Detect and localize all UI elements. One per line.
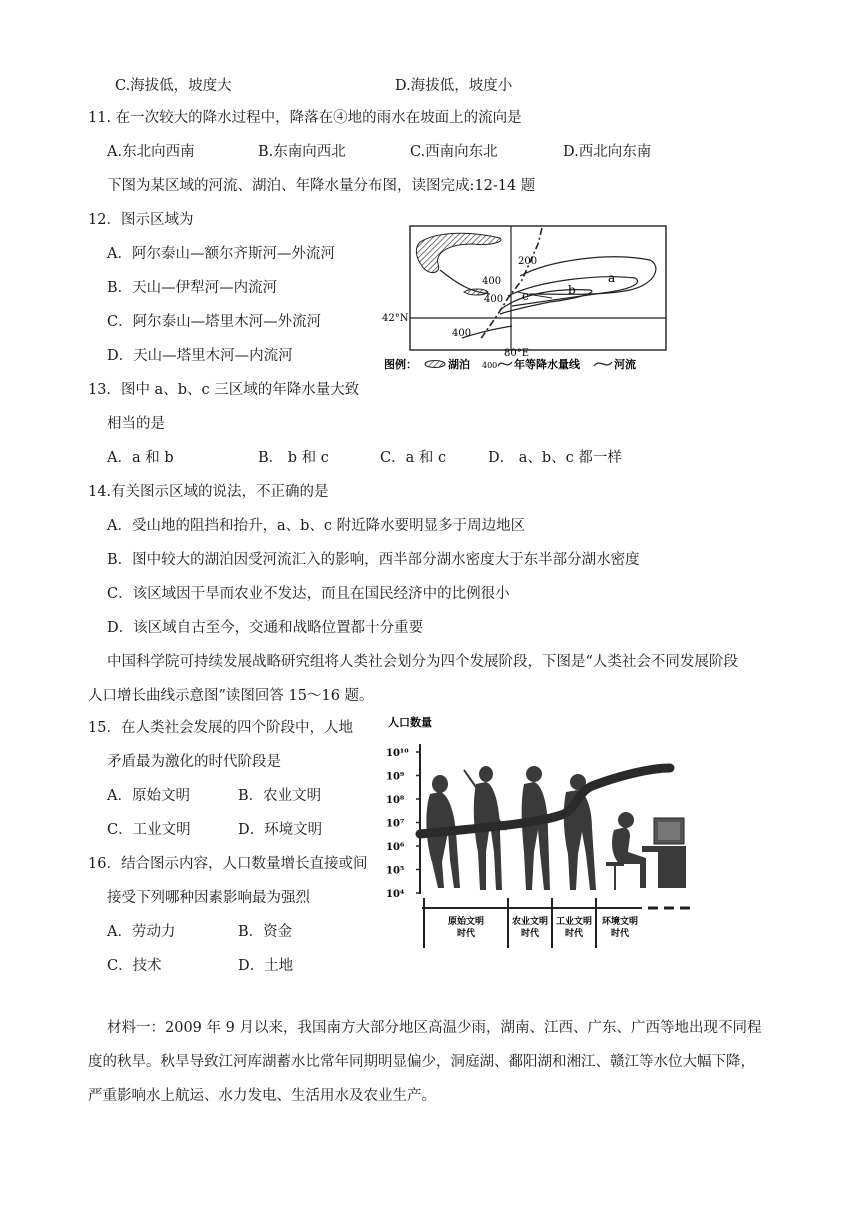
stage-4-label-2: 时代 bbox=[610, 929, 630, 939]
q15-stem: 15．在人类社会发展的四个阶段中，人地 bbox=[88, 720, 353, 736]
longitude-label: 80°E bbox=[504, 348, 530, 359]
q15-option-c: C．工业文明 bbox=[107, 822, 191, 838]
q14-option-a: A．受山地的阻挡和抬升，a、b、c 附近降水要明显多于周边地区 bbox=[107, 518, 526, 534]
y-tick-label: 10⁶ bbox=[386, 842, 405, 853]
legend-title: 图例： bbox=[384, 358, 417, 370]
intro-15-16-line2: 人口增长曲线示意图”读图回答 15～16 题。 bbox=[88, 688, 374, 704]
y-tick-label: 10⁷ bbox=[386, 818, 405, 830]
isohyet-200-label: 200 bbox=[518, 256, 538, 267]
stage-2-label-2: 时代 bbox=[520, 929, 540, 939]
legend-river-label: 河流 bbox=[614, 358, 636, 370]
y-tick-label: 10¹⁰ bbox=[386, 748, 409, 759]
material1-line3: 严重影响水上航运、水力发电、生活用水及农业生产。 bbox=[88, 1088, 436, 1104]
q13-option-b: B． b 和 c bbox=[258, 450, 329, 466]
q12-option-a: A．阿尔泰山—额尔齐斯河—外流河 bbox=[107, 246, 335, 262]
q11-option-b: B.东南向西北 bbox=[258, 144, 346, 160]
q14-option-d: D．该区域自古至今，交通和战略位置都十分重要 bbox=[107, 620, 424, 636]
region-b-label: b bbox=[568, 283, 576, 297]
q14-option-c: C．该区域因干旱而农业不发达，而且在国民经济中的比例很小 bbox=[107, 586, 510, 602]
isohyet-400-label-2: 400 bbox=[484, 294, 504, 305]
population-chart bbox=[378, 712, 708, 952]
q10-option-d: D.海拔低，坡度小 bbox=[395, 78, 513, 94]
precipitation-map bbox=[380, 222, 680, 370]
legend-lake-label: 湖泊 bbox=[448, 358, 470, 370]
q11-option-d: D.西北向东南 bbox=[563, 144, 652, 160]
intro-15-16-line1: 中国科学院可持续发展战略研究组将人类社会划分为四个发展阶段，下图是“人类社会不同发展阶段 bbox=[107, 654, 738, 670]
q16-option-a: A．劳动力 bbox=[107, 924, 176, 940]
q11-option-c: C.西南向东北 bbox=[410, 144, 498, 160]
stage-1-label-2: 时代 bbox=[456, 929, 476, 939]
y-axis-title: 人口数量 bbox=[388, 716, 432, 729]
q12-option-c: C．阿尔泰山—塔里木河—外流河 bbox=[107, 314, 322, 330]
q16-stem: 16．结合图示内容，人口数量增长直接或间 bbox=[88, 856, 368, 872]
q14-option-b: B．图中较大的湖泊因受河流汇入的影响，西半部分湖水密度大于东半部分湖水密度 bbox=[107, 552, 640, 568]
y-tick-label: 10⁸ bbox=[386, 795, 405, 806]
q15-option-b: B．农业文明 bbox=[238, 788, 322, 804]
q14-stem: 14.有关图示区域的说法，不正确的是 bbox=[88, 484, 329, 500]
q12-option-d: D．天山—塔里木河—内流河 bbox=[107, 348, 293, 364]
intro-12-14: 下图为某区域的河流、湖泊、年降水量分布图，读图完成:12-14 题 bbox=[107, 178, 536, 194]
q13-option-c: C．a 和 c bbox=[380, 450, 447, 466]
q13-option-a: A．a 和 b bbox=[107, 450, 174, 466]
q16-option-d: D．土地 bbox=[238, 958, 294, 974]
material1-line1: 材料一：2009 年 9 月以来，我国南方大部分地区高温少雨，湖南、江西、广东、广西等地出现不同程 bbox=[107, 1020, 762, 1036]
q10-option-c: C.海拔低，坡度大 bbox=[115, 78, 232, 94]
stage-3-label: 工业文明 bbox=[555, 917, 593, 927]
q13-option-d: D． a、b、c 都一样 bbox=[488, 450, 622, 466]
isohyet-400-label-1: 400 bbox=[482, 276, 502, 287]
large-lake bbox=[416, 233, 501, 272]
stage-2-label: 农业文明 bbox=[511, 917, 549, 927]
q12-stem: 12．图示区域为 bbox=[88, 212, 194, 228]
latitude-label: 42°N bbox=[382, 313, 409, 324]
y-tick-label: 10⁵ bbox=[386, 865, 405, 877]
legend-lake-symbol bbox=[425, 361, 445, 368]
q15-stem-cont: 矛盾最为激化的时代阶段是 bbox=[107, 754, 281, 770]
y-tick-label: 10⁹ bbox=[386, 771, 405, 783]
q16-stem-cont: 接受下列哪种因素影响最为强烈 bbox=[107, 890, 310, 906]
legend-isohyet-symbol bbox=[498, 362, 512, 366]
legend-river-symbol bbox=[594, 362, 612, 366]
q13-stem-cont: 相当的是 bbox=[107, 416, 165, 432]
q13-stem: 13．图中 a、b、c 三区域的年降水量大致 bbox=[88, 382, 360, 398]
y-tick-label: 10⁴ bbox=[386, 889, 405, 900]
q11-stem: 11. 在一次较大的降水过程中，降落在④地的雨水在坡面上的流向是 bbox=[88, 110, 522, 126]
region-a-label: a bbox=[608, 271, 616, 285]
stage-1-label: 原始文明 bbox=[447, 917, 485, 927]
isohyet-400-label-3: 400 bbox=[452, 328, 472, 339]
isohyet-200 bbox=[520, 257, 656, 294]
q16-option-b: B．资金 bbox=[238, 924, 293, 940]
legend-value: 400 bbox=[482, 361, 498, 370]
figure-computer-user bbox=[606, 812, 646, 890]
q15-option-a: A．原始文明 bbox=[107, 788, 190, 804]
region-c-label: c bbox=[522, 289, 529, 303]
computer-icon bbox=[642, 818, 686, 888]
q11-option-a: A.东北向西南 bbox=[107, 144, 195, 160]
q15-option-d: D．环境文明 bbox=[238, 822, 323, 838]
q12-option-b: B．天山—伊犁河—内流河 bbox=[107, 280, 278, 296]
legend-isohyet-label: 年等降水量线 bbox=[514, 358, 580, 370]
figure-hunter bbox=[522, 766, 550, 890]
stage-4-label: 环境文明 bbox=[601, 917, 639, 927]
stage-3-label-2: 时代 bbox=[564, 929, 584, 939]
y-ticks bbox=[386, 748, 420, 900]
material1-line2: 度的秋旱。秋旱导致江河库湖蓄水比常年同期明显偏少，洞庭湖、鄱阳湖和湘江、赣江等水位大幅下降， bbox=[88, 1054, 755, 1070]
q16-option-c: C．技术 bbox=[107, 958, 162, 974]
